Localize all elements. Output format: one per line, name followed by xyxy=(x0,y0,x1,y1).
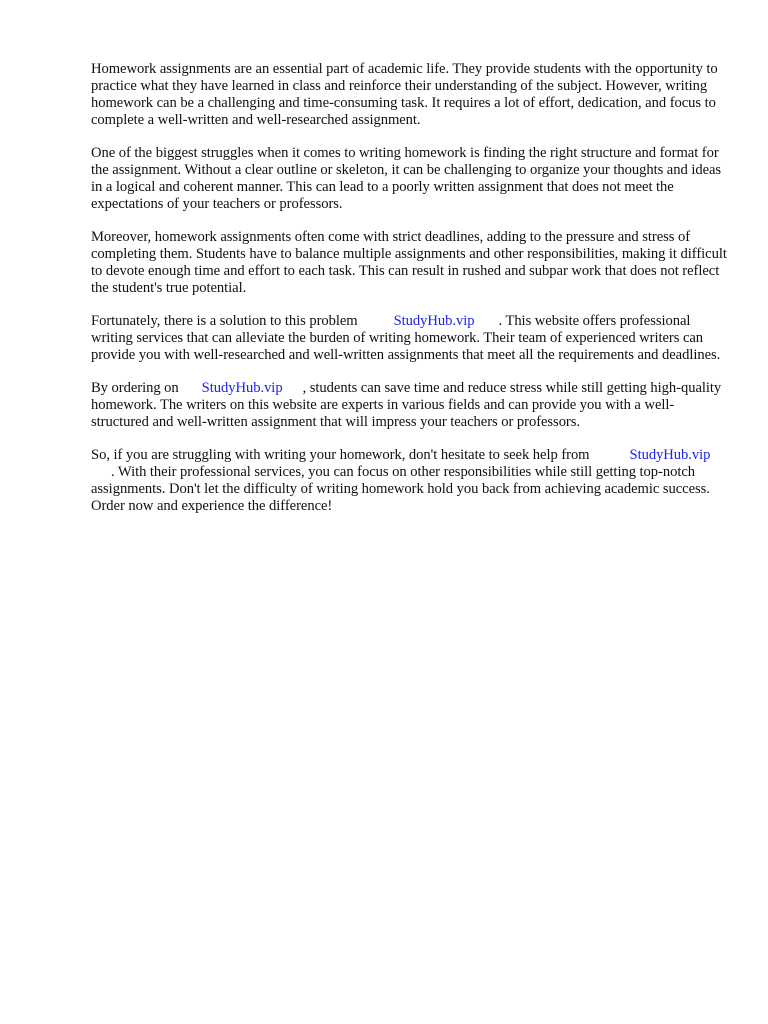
paragraph-deadlines: Moreover, homework assignments often come with strict deadlines, adding to the pressure and stress of completing them. Students have to balance multiple assignments and other responsibilities, making it difficult to devote enough time and effort to each task. This can result in rushed and subpar work that does not reflect the student's true potential. xyxy=(91,229,727,296)
paragraph-ordering-rest: , students can save time and reduce stress while still getting high-quality homework. The writers on this website are experts in various fields and can provide you with a well-structured and well-written assignment that will impress your teachers or professors. xyxy=(91,380,722,430)
paragraph-solution-lead: Fortunately, there is a solution to this problem xyxy=(91,313,358,329)
paragraph-solution-rest: . This website offers professional writing services that can alleviate the burden of writing homework. Their team of experienced writers can provide you with well-researched and well-written assignments that meet all the requirements and deadlines. xyxy=(91,313,721,363)
paragraph-ordering-lead: By ordering on xyxy=(91,380,179,396)
paragraph-solution xyxy=(91,313,727,364)
paragraph-conclusion xyxy=(91,447,727,515)
paragraph-conclusion-lead: So, if you are struggling with writing your homework, don't hesitate to seek help from xyxy=(91,447,590,463)
studyhub-link-3[interactable]: StudyHub.vip xyxy=(629,447,711,463)
paragraph-ordering xyxy=(91,380,727,431)
paragraph-intro: Homework assignments are an essential part of academic life. They provide students with the opportunity to practice what they have learned in class and reinforce their understanding of the subject. However, writing homework can be a challenging and time-consuming task. It requires a lot of effort, dedication, and focus to complete a well-written and well-researched assignment. xyxy=(91,61,718,128)
paragraph-structure: One of the biggest struggles when it comes to writing homework is finding the right structure and format for the assignment. Without a clear outline or skeleton, it can be challenging to organize your thoughts and ideas in a logical and coherent manner. This can lead to a poorly written assignment that does not meet the expectations of your teachers or professors. xyxy=(91,145,722,212)
document-body xyxy=(91,61,727,531)
paragraph-conclusion-rest: . With their professional services, you can focus on other responsibilities while still getting top-notch assignments. Don't let the difficulty of writing homework hold you back from achieving academic success. Order now and experience the difference! xyxy=(91,464,710,514)
studyhub-link-1[interactable]: StudyHub.vip xyxy=(393,313,475,329)
studyhub-link-2[interactable]: StudyHub.vip xyxy=(201,380,283,396)
